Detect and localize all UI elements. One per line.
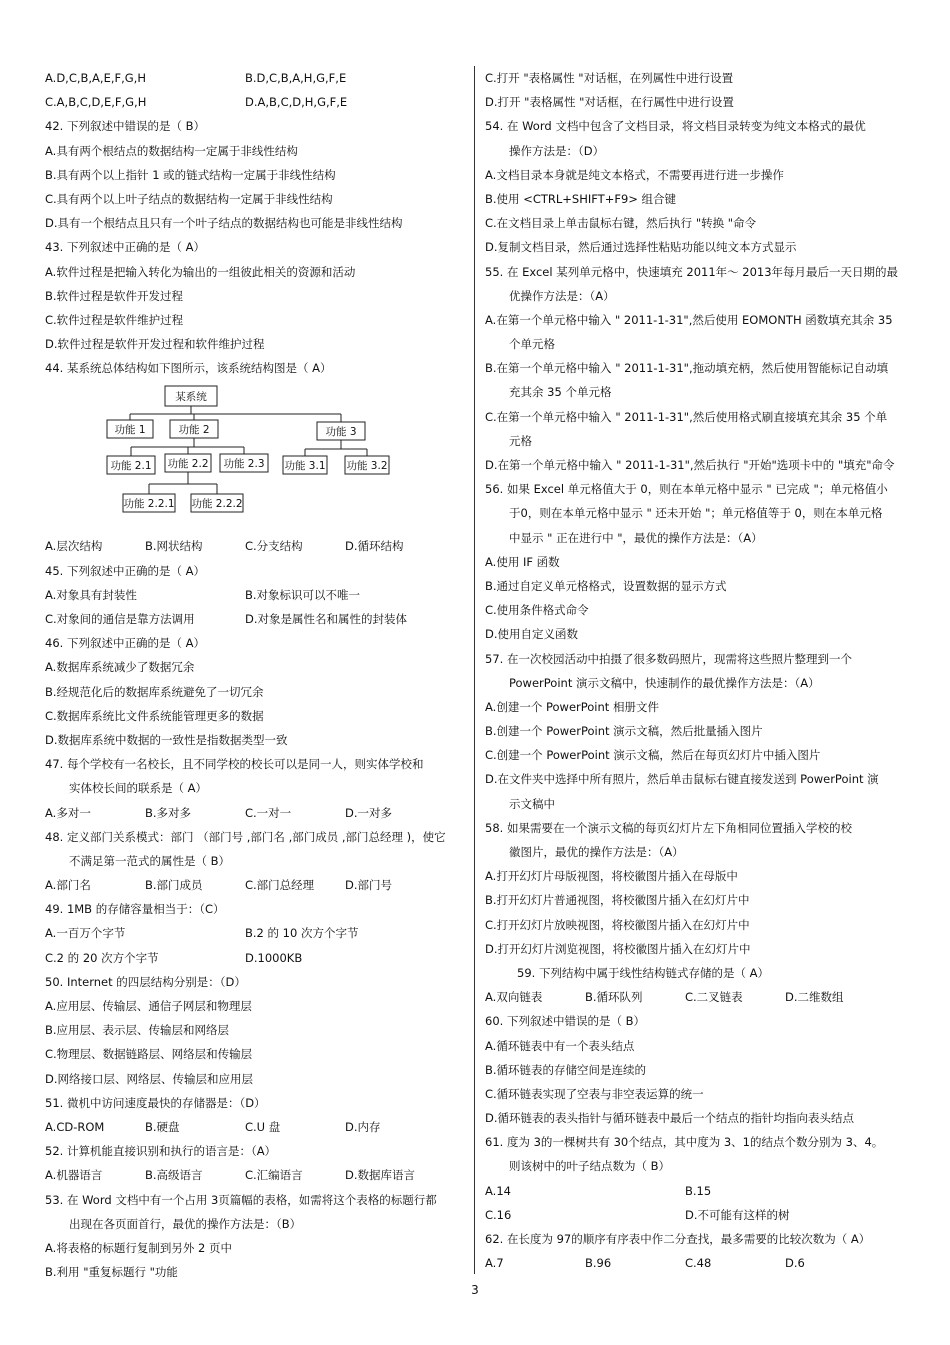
option: D.数据库系统中数据的一致性是指数据类型一致 xyxy=(45,732,288,747)
option: B.D,C,B,A,H,G,F,E xyxy=(245,71,347,85)
option: B.部门成员 xyxy=(145,878,203,893)
option: B.通过自定义单元格格式，设置数据的显示方式 xyxy=(485,578,727,593)
option: A.将表格的标题行复制到另外 2 页中 xyxy=(45,1240,232,1255)
option-row xyxy=(45,90,467,114)
option-row xyxy=(45,607,467,631)
question-57-cont: PowerPoint 演示文稿中，快速制作的最优操作方法是：（A） xyxy=(509,675,820,690)
question-55: 55. 在 Excel 某列单元格中，快速填充 2011年～ 2013年每月最后一天日期的最 xyxy=(485,264,899,279)
option: B.创建一个 PowerPoint 演示文稿，然后批量插入图片 xyxy=(485,724,763,739)
option: A.应用层、传输层、通信子网层和物理层 xyxy=(45,999,252,1013)
node-f32: 功能 3.2 xyxy=(346,460,388,473)
option: A.双向链表 xyxy=(485,990,543,1005)
question-52: 52. 计算机能直接识别和执行的语言是：（A） xyxy=(45,1144,277,1159)
option: A.部门名 xyxy=(45,878,91,893)
option: C.二叉链表 xyxy=(685,990,743,1005)
option: A.机器语言 xyxy=(45,1168,103,1183)
option-row xyxy=(45,534,467,558)
option: B.利用 "重复标题行 "功能 xyxy=(45,1265,178,1280)
option: A.使用 IF 函数 xyxy=(485,554,560,569)
question-49: 49. 1MB 的存储容量相当于：（C） xyxy=(45,902,225,917)
option: C.软件过程是软件维护过程 xyxy=(45,312,184,327)
option: D.使用自定义函数 xyxy=(485,627,579,642)
question-44: 44. 某系统总体结构如下图所示，该系统结构图是（ A） xyxy=(45,361,332,376)
question-59: 59. 下列结构中属于线性结构链式存储的是（ A） xyxy=(517,965,769,980)
option: B.对象标识可以不唯一 xyxy=(245,587,361,602)
option: C.A,B,C,D,E,F,G,H xyxy=(45,95,147,110)
question-58: 58. 如果需要在一个演示文稿的每页幻灯片左下角相同位置插入学校的校 xyxy=(485,820,852,835)
question-51: 51. 微机中访问速度最快的存储器是：（D） xyxy=(45,1095,266,1110)
option: A.打开幻灯片母版视图，将校徽图片插入在母版中 xyxy=(485,869,738,884)
option: D.数据库语言 xyxy=(345,1168,416,1183)
option: C.2 的 20 次方个字节 xyxy=(45,950,159,965)
option: A.D,C,B,A,E,F,G,H xyxy=(45,71,146,85)
option: D.具有一个根结点且只有一个叶子结点的数据结构也可能是非线性结构 xyxy=(45,216,403,231)
question-61-cont: 则该树中的叶子结点数为（ B） xyxy=(509,1159,671,1174)
option: D.内存 xyxy=(345,1119,381,1134)
question-55-cont: 优操作方法是：（A） xyxy=(509,288,615,303)
option: D.复制文档目录，然后通过选择性粘贴功能以纯文本方式显示 xyxy=(485,240,797,255)
option: B.循环链表的存储空间是连续的 xyxy=(485,1062,647,1077)
question-48-cont: 不满足第一范式的属性是（ B） xyxy=(69,853,231,868)
option: D.部门号 xyxy=(345,878,393,893)
option: D.6 xyxy=(785,1256,805,1271)
option-row xyxy=(45,583,467,607)
question-56-cont: 于0，则在本单元格中显示 " 还未开始 "；单元格值等于 0，则在本单元格 xyxy=(509,506,883,521)
option: D.打开幻灯片浏览视图，将校徽图片插入在幻灯片中 xyxy=(485,941,751,956)
option: B.打开幻灯片普通视图，将校徽图片插入在幻灯片中 xyxy=(485,893,750,908)
column-divider xyxy=(474,66,475,1274)
node-root: 某系统 xyxy=(175,391,207,404)
option: C.在文档目录上单击鼠标右键，然后执行 "转换 "命令 xyxy=(485,216,757,231)
option: B.多对多 xyxy=(145,805,192,820)
option: C.16 xyxy=(485,1207,512,1222)
question-54-cont: 操作方法是：（D） xyxy=(509,143,605,158)
question-54: 54. 在 Word 文档中包含了文档目录，将文档目录转变为纯文本格式的最优 xyxy=(485,119,866,134)
option: A.循环链表中有一个表头结点 xyxy=(485,1038,635,1053)
option: C.一对一 xyxy=(245,805,292,820)
option: D.在文件夹中选择中所有照片，然后单击鼠标右键直接发送到 PowerPoint 演 xyxy=(485,772,879,787)
left-column xyxy=(45,66,467,1284)
option: B.15 xyxy=(685,1183,712,1198)
node-f22: 功能 2.2 xyxy=(167,458,209,471)
option: D.在第一个单元格中输入 " 2011-1-31",然后执行 "开始"选项卡中的 "填充"命令 xyxy=(485,458,895,472)
node-f222: 功能 2.2.2 xyxy=(191,498,243,511)
node-f221: 功能 2.2.1 xyxy=(123,498,175,511)
question-61: 61. 度为 3的一棵树共有 30个结点，其中度为 3、1的结点个数分别为 3、4。 xyxy=(485,1135,884,1150)
option: C.具有两个以上叶子结点的数据结构一定属于非线性结构 xyxy=(45,191,333,206)
option: C.U 盘 xyxy=(245,1119,281,1134)
option: A.在第一个单元格中输入 " 2011-1-31",然后使用 EOMONTH 函数填充其余 35 xyxy=(485,312,893,327)
option-cont: 充其余 35 个单元格 xyxy=(509,385,612,400)
question-60: 60. 下列叙述中错误的是（ B） xyxy=(485,1014,645,1029)
option: C.部门总经理 xyxy=(245,878,315,893)
option: D.循环链表的表头指针与循环链表中最后一个结点的指针均指向表头结点 xyxy=(485,1111,855,1126)
option: C.创建一个 PowerPoint 演示文稿，然后在每页幻灯片中插入图片 xyxy=(485,748,821,763)
system-structure-diagram xyxy=(105,384,405,534)
option: D.A,B,C,D,H,G,F,E xyxy=(245,95,348,110)
option: A.创建一个 PowerPoint 相册文件 xyxy=(485,699,659,714)
option-row xyxy=(45,1115,467,1139)
question-53: 53. 在 Word 文档中有一个占用 3页篇幅的表格，如需将这个表格的标题行都 xyxy=(45,1192,437,1207)
question-43: 43. 下列叙述中正确的是（ A） xyxy=(45,240,205,255)
option: D.不可能有这样的树 xyxy=(685,1207,790,1222)
option-row xyxy=(45,801,467,825)
question-53-cont: 出现在各页面首行，最优的操作方法是：（B） xyxy=(69,1216,302,1231)
question-62: 62. 在长度为 97的顺序有序表中作二分查找，最多需要的比较次数为（ A） xyxy=(485,1232,871,1246)
question-46: 46. 下列叙述中正确的是（ A） xyxy=(45,636,205,651)
option: A.文档目录本身就是纯文本格式，不需要再进行进一步操作 xyxy=(485,167,784,182)
option-row xyxy=(45,921,467,945)
question-58-cont: 徽图片，最优的操作方法是：（A） xyxy=(509,845,684,859)
node-f31: 功能 3.1 xyxy=(284,460,326,473)
option: C.数据库系统比文件系统能管理更多的数据 xyxy=(45,708,264,723)
option: C.分支结构 xyxy=(245,539,303,554)
option: B.循环队列 xyxy=(585,990,643,1005)
option-row xyxy=(485,985,910,1009)
page-number: 3 xyxy=(471,1283,479,1297)
option: D.软件过程是软件开发过程和软件维护过程 xyxy=(45,337,265,352)
option: D.1000KB xyxy=(245,950,303,965)
option: A.14 xyxy=(485,1183,511,1198)
option: C.物理层、数据链路层、网络层和传输层 xyxy=(45,1047,253,1062)
option: A.多对一 xyxy=(45,805,91,820)
option: A.一百万个字节 xyxy=(45,926,126,941)
option: D.打开 "表格属性 "对话框，在行属性中进行设置 xyxy=(485,95,734,110)
option: D.一对多 xyxy=(345,805,393,820)
question-56-cont: 中显示 " 正在进行中 "，最优的操作方法是：（A） xyxy=(509,530,763,545)
option-cont: 个单元格 xyxy=(509,337,555,352)
node-f2: 功能 2 xyxy=(178,424,210,437)
option-row xyxy=(485,1179,910,1203)
option: A.数据库系统减少了数据冗余 xyxy=(45,660,195,675)
option: D.二维数组 xyxy=(785,990,844,1005)
node-f21: 功能 2.1 xyxy=(110,460,152,473)
option: C.循环链表实现了空表与非空表运算的统一 xyxy=(485,1086,704,1101)
option: A.7 xyxy=(485,1256,504,1271)
option: A.软件过程是把输入转化为输出的一组彼此相关的资源和活动 xyxy=(45,264,356,279)
option: B.具有两个以上指针 1 或的链式结构一定属于非线性结构 xyxy=(45,167,336,182)
option: D.循环结构 xyxy=(345,539,404,554)
option: B.2 的 10 次方个字节 xyxy=(245,926,359,941)
option: A.对象具有封装性 xyxy=(45,587,137,602)
option-row xyxy=(45,1163,467,1187)
option: B.经规范化后的数据库系统避免了一切冗余 xyxy=(45,684,264,699)
question-42: 42. 下列叙述中错误的是（ B） xyxy=(45,119,205,134)
option: D.对象是属性名和属性的封装体 xyxy=(245,612,408,626)
question-50: 50. Internet 的四层结构分别是：（D） xyxy=(45,974,246,989)
option: C.使用条件格式命令 xyxy=(485,603,589,618)
option: C.在第一个单元格中输入 " 2011-1-31",然后使用格式刷直接填充其余 35 个单 xyxy=(485,409,888,424)
option: C.对象间的通信是靠方法调用 xyxy=(45,612,195,626)
node-f1: 功能 1 xyxy=(114,424,146,437)
option-cont: 示文稿中 xyxy=(509,796,555,811)
node-f23: 功能 2.3 xyxy=(223,458,265,471)
question-57: 57. 在一次校园活动中拍摄了很多数码照片，现需将这些照片整理到一个 xyxy=(485,651,852,666)
option-row xyxy=(485,1203,910,1227)
question-48: 48. 定义部门关系模式：部门 （部门号 ,部门名 ,部门成员 ,部门总经理 )，使它 xyxy=(45,829,446,844)
option: B.应用层、表示层、传输层和网络层 xyxy=(45,1023,230,1038)
option: D.网络接口层、网络层、传输层和应用层 xyxy=(45,1071,254,1086)
option: B.硬盘 xyxy=(145,1119,180,1134)
option: B.使用 <CTRL+SHIFT+F9> 组合键 xyxy=(485,191,677,206)
option: B.高级语言 xyxy=(145,1168,203,1183)
question-45: 45. 下列叙述中正确的是（ A） xyxy=(45,563,205,578)
option-row xyxy=(45,946,467,970)
option-row xyxy=(45,66,467,90)
option: B.软件过程是软件开发过程 xyxy=(45,288,184,303)
option: C.打开幻灯片放映视图，将校徽图片插入在幻灯片中 xyxy=(485,917,750,932)
option: B.网状结构 xyxy=(145,539,203,554)
node-f3: 功能 3 xyxy=(325,426,357,439)
right-column xyxy=(485,66,910,1275)
option-row xyxy=(45,873,467,897)
question-47-cont: 实体校长间的联系是（ A） xyxy=(69,781,208,796)
option: A.具有两个根结点的数据结构一定属于非线性结构 xyxy=(45,143,298,158)
option-cont: 元格 xyxy=(509,433,532,448)
option: A.CD-ROM xyxy=(45,1119,105,1134)
option: C.48 xyxy=(685,1256,712,1271)
option: C.汇编语言 xyxy=(245,1168,303,1183)
question-56: 56. 如果 Excel 单元格值大于 0，则在本单元格中显示 " 已完成 "；单元格值小 xyxy=(485,482,888,497)
option: B.96 xyxy=(585,1256,612,1271)
option: A.层次结构 xyxy=(45,539,103,554)
question-47: 47. 每个学校有一名校长，且不同学校的校长可以是同一人，则实体学校和 xyxy=(45,757,424,772)
option: B.在第一个单元格中输入 " 2011-1-31",拖动填充柄，然后使用智能标记自动填 xyxy=(485,361,889,376)
option: C.打开 "表格属性 "对话框，在列属性中进行设置 xyxy=(485,71,734,85)
option-row xyxy=(485,1251,910,1275)
